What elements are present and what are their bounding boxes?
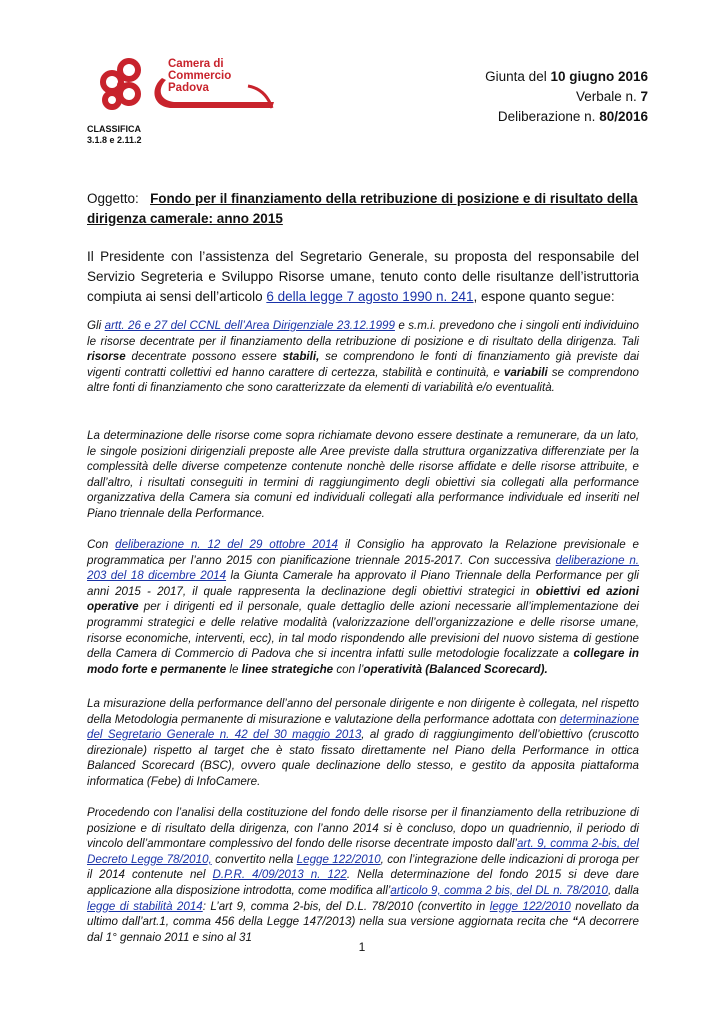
paragraph-misurazione [87, 696, 639, 790]
paragraph-risorse [87, 428, 639, 522]
legge-stabilita-2014-link[interactable]: legge di stabilità 2014 [87, 899, 203, 913]
bold-text: risorse [87, 350, 126, 364]
determinazione-42-link[interactable]: determinazione del Segretario Generale n. 42 del 30 maggio 2013 [87, 712, 639, 742]
bold-text: linee strategiche [241, 662, 334, 676]
legge-122-2010-link[interactable]: Legge 122/2010 [296, 852, 381, 866]
text: , dalla [607, 883, 639, 897]
text: , con l’integrazione delle indicazioni di proroga per il 2014 contenute nel [87, 852, 639, 882]
deliberazione-prefix: Deliberazione n. [497, 109, 600, 124]
bold-text: stabili, [282, 350, 320, 364]
chamber-name-line1: Camera di Commercio [168, 58, 232, 82]
text: convertito nella [211, 852, 297, 866]
classification-code: 3.1.8 e 2.11.2 [87, 135, 142, 145]
text: e s.m.i. prevedono che i singoli enti individuino le risorse decentrate per il finanziamento della retribuzione di posizione e di risultato della dirigenza. Tali [87, 319, 640, 348]
text: le [226, 662, 242, 676]
intro-text-end: , espone quanto segue: [473, 289, 615, 304]
text: se comprendono le fonti di finanziamento già previste dai vigenti contratti collettivi ed hanno carattere di certezza, stabilità e continuità, e [87, 350, 639, 379]
text: per i dirigenti ed il personale, quale dettaglio delle azioni necessarie all’implementazione dei programmi strategici e delle relative modalità (valorizzazione dell’organizzazione e delle risorse umane, risorse economiche, interventi, ecc), in tal modo rispondendo alle previsioni del nuovo sistema di gestione della Camera di Commercio di Padova che si incentra infatti sulle metodologie focalizzate a [87, 600, 639, 661]
text: con l’ [333, 662, 364, 676]
intro-paragraph [87, 247, 639, 307]
classification-label: CLASSIFICA [87, 124, 141, 134]
page-number: 1 [358, 940, 366, 954]
document-header [485, 67, 648, 127]
intro-text: Il Presidente con l’assistenza del Segretario Generale, su proposta del responsabile del Servizio Segreteria e Sviluppo Risorse umane, tenuto conto delle risultanze dell’istruttoria compiuta ai sensi dell’articolo [87, 249, 639, 304]
logo-swoosh-icon [148, 72, 278, 112]
verbale-line [485, 87, 648, 107]
ccnl-link[interactable]: artt. 26 e 27 del CCNL dell’Area Dirigenziale 23.12.1999 [104, 319, 395, 332]
dpr-122-link[interactable]: D.P.R. 4/09/2013 n. 122 [212, 868, 347, 882]
text: A decorrere dal 1° gennaio 2011 e sino al 31 [87, 915, 639, 944]
deliberazione-203-link[interactable]: deliberazione n. 203 del 18 dicembre 2014 [87, 553, 640, 583]
verbale-number: 7 [640, 89, 648, 104]
text: La determinazione delle risorse come sopra richiamate devono essere destinate a remunerare, da un lato, le singole posizioni dirigenziali preposte alle Aree previste dalla struttura organizzativa differenziate per la complessità delle diverse competenze contenute nonchè delle risorse affidate e delle risorse attribuite, e dall’altro, i risultati conseguiti in termini di raggiungimento degli obiettivi sia collegati alla performance organizzativa della Camera sia comuni ed individuali collegati alla performance individuale ed inseriti nel Piano triennale della Performance. [87, 429, 639, 520]
paragraph-ccnl [87, 318, 639, 396]
text: Procedendo con l’analisi della costituzione del fondo delle risorse per il finanziamento della retribuzione di posizione e di risultato della dirigenza, con l’anno 2014 si è concluso, dopo un quadriennio, il periodo di vincolo dell’ammontare complessivo del fondo delle risorse decentrate imposto dall’ [87, 806, 639, 851]
bold-text: operatività (Balanced Scorecard). [363, 662, 548, 676]
deliberazione-number: 80/2016 [599, 109, 648, 124]
dl-78-2010-link[interactable]: art. 9, comma 2-bis, del Decreto Legge 78/2010, [87, 837, 639, 866]
text: se comprendono altre fonti di finanziamento che sono caratterizzate da elementi di variabilità e/o eventualità. [87, 365, 639, 395]
verbale-prefix: Verbale n. [575, 89, 641, 104]
text: : L’art 9, comma 2-bis, del D.L. 78/2010 (convertito in [202, 899, 490, 913]
classification-block [87, 124, 142, 146]
paragraph-fondo [87, 805, 639, 945]
subject-block [87, 189, 639, 229]
chamber-name-line2: Padova [168, 82, 209, 94]
bold-text: “ [572, 915, 579, 929]
bold-text: obiettivi ed azioni operative [87, 584, 639, 614]
law-241-link[interactable]: 6 della legge 7 agosto 1990 n. 241 [266, 289, 474, 304]
giunta-prefix: Giunta del [485, 69, 551, 84]
chamber-logo [92, 56, 282, 116]
paragraph-performance-plan [87, 537, 639, 677]
text: . Nella determinazione del fondo 2015 si deve dare applicazione alla disposizione introdotta, come modifica all’ [87, 868, 639, 897]
text: Gli [87, 319, 105, 332]
deliberazione-12-link[interactable]: deliberazione n. 12 del 29 ottobre 2014 [115, 538, 338, 551]
bold-text: variabili [503, 365, 548, 379]
giunta-date: 10 giugno 2016 [550, 69, 648, 84]
text: Con [87, 538, 116, 551]
subject-title: Fondo per il finanziamento della retribuzione di posizione e di risultato della dirigenza camerale: anno 2015 [87, 191, 638, 226]
subject-label: Oggetto: [87, 191, 139, 206]
text: il Consiglio ha approvato la Relazione previsionale e programmatica per l’anno 2015 con pianificazione triennale 2015-2017. Con successiva [87, 538, 639, 567]
text: , al grado di raggiungimento dell’obiettivo (cruscotto direzionale) rispetto al target che è stato fissato direttamente nel Piano della Performance in ottica Balanced Scorecard (BSC), ovvero quale declinazione dello stesso, e gestito da apposita piattaforma informatica (Febe) di InfoCamere. [87, 728, 639, 788]
legge-122-2010-link-2[interactable]: legge 122/2010 [489, 899, 571, 913]
text: decentrate possono essere [125, 350, 283, 364]
bold-text: collegare in modo forte e permanente [87, 647, 640, 676]
art-9-dl-78-link[interactable]: articolo 9, comma 2 bis, del DL n. 78/2010 [390, 883, 608, 897]
text: novellato da ultimo dall’art.1, comma 456 della Legge 147/2013) nella sua versione aggiornata recita che [87, 899, 640, 929]
giunta-line [485, 67, 648, 87]
text: La misurazione della performance dell’anno del personale dirigente e non dirigente è collegata, nel rispetto della Metodologia permanente di misurazione e valutazione della performance adottata con [87, 697, 639, 726]
deliberazione-line [485, 107, 648, 127]
text: la Giunta Camerale ha approvato il Piano Triennale della Performance per gli anni 2015 - 2017, il quale rappresenta la declinazione degli obiettivi strategici in [87, 569, 639, 598]
